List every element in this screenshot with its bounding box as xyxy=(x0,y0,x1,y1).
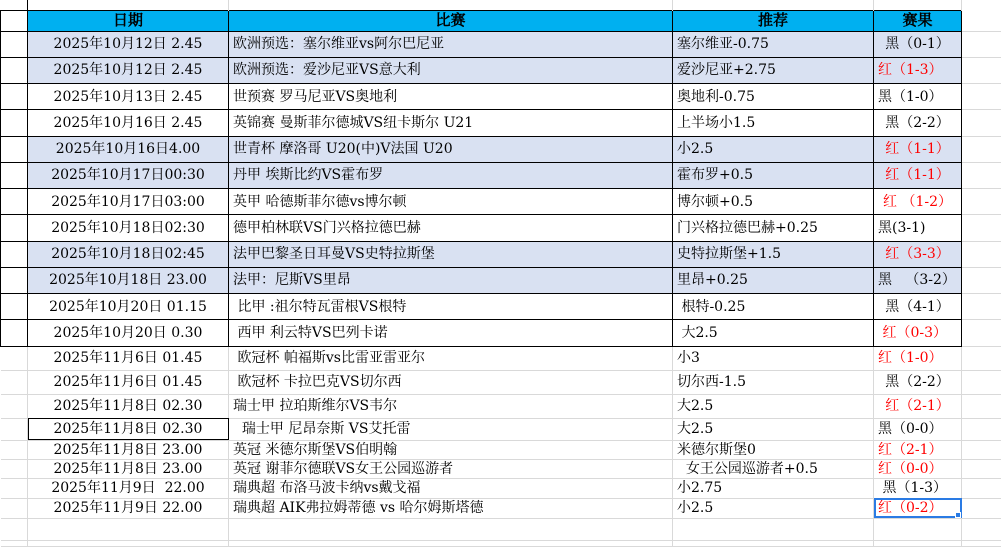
date-cell[interactable]: 2025年11月6日 01.45 xyxy=(28,370,229,394)
match-cell[interactable]: 世青杯 摩洛哥 U20(中)V法国 U20 xyxy=(229,136,673,162)
row-stub-cell[interactable] xyxy=(1,498,28,518)
pick-cell[interactable]: 大2.5 xyxy=(673,394,874,418)
date-cell[interactable]: 2025年10月18日 23.00 xyxy=(28,267,229,293)
sheet-cell[interactable] xyxy=(28,0,229,10)
table-row xyxy=(1,110,1001,136)
table-row xyxy=(1,440,1001,459)
table-row xyxy=(1,57,1001,83)
row-stub-cell[interactable] xyxy=(1,320,28,346)
pick-cell[interactable]: 门兴格拉德巴赫+0.25 xyxy=(673,215,874,241)
date-cell[interactable]: 2025年10月13日 2.45 xyxy=(28,84,229,110)
row-stub-cell[interactable] xyxy=(1,162,28,188)
result-cell[interactable]: 红（1-0） xyxy=(874,346,962,370)
match-cell[interactable]: 丹甲 埃斯比约VS霍布罗 xyxy=(229,162,673,188)
sheet-cell[interactable] xyxy=(962,57,1001,83)
sheet-cell[interactable] xyxy=(962,267,1001,293)
date-cell[interactable]: 2025年10月12日 2.45 xyxy=(28,57,229,83)
table-row xyxy=(1,418,1001,440)
col-header-pick[interactable]: 推荐 xyxy=(673,10,874,31)
table-row xyxy=(1,294,1001,320)
sheet-cell[interactable] xyxy=(962,478,1001,498)
fill-handle[interactable] xyxy=(955,512,961,518)
table-body xyxy=(1,31,1001,518)
match-cell[interactable]: 英甲 哈德斯菲尔德vs博尔顿 xyxy=(229,189,673,215)
sheet-cell[interactable] xyxy=(962,370,1001,394)
match-cell[interactable]: 欧冠杯 卡拉巴克VS切尔西 xyxy=(229,370,673,394)
table-row xyxy=(1,320,1001,346)
sheet-cell[interactable] xyxy=(962,320,1001,346)
result-cell[interactable]: 红（3-3） xyxy=(874,241,962,267)
pick-cell[interactable]: 小3 xyxy=(673,346,874,370)
match-cell[interactable]: 西甲 利云特VS巴列卡诺 xyxy=(229,320,673,346)
row-stub-cell[interactable] xyxy=(1,57,28,83)
date-cell[interactable]: 2025年10月18日02:45 xyxy=(28,241,229,267)
sheet-cell[interactable] xyxy=(962,189,1001,215)
sheet-cell[interactable] xyxy=(962,498,1001,518)
result-cell[interactable]: 黑（4-1） xyxy=(874,294,962,320)
result-cell[interactable]: 黑（2-2） xyxy=(874,370,962,394)
col-header-match[interactable]: 比赛 xyxy=(229,10,673,31)
pick-cell[interactable]: 里昂+0.25 xyxy=(673,267,874,293)
table-row xyxy=(1,84,1001,110)
sheet-cell[interactable] xyxy=(962,162,1001,188)
date-cell[interactable]: 2025年10月17日03:00 xyxy=(28,189,229,215)
table-row xyxy=(1,31,1001,57)
sheet-cell[interactable] xyxy=(874,540,962,546)
match-cell[interactable]: 英锦赛 曼斯菲尔德城VS纽卡斯尔 U21 xyxy=(229,110,673,136)
match-cell[interactable]: 世预赛 罗马尼亚VS奥地利 xyxy=(229,84,673,110)
table-row xyxy=(1,189,1001,215)
sheet-cell[interactable] xyxy=(962,241,1001,267)
table-row xyxy=(1,241,1001,267)
table-row xyxy=(1,459,1001,478)
row-stub-cell[interactable] xyxy=(1,346,28,370)
result-cell[interactable]: 红（0-3） xyxy=(874,320,962,346)
result-cell[interactable]: 红（1-3） xyxy=(874,57,962,83)
sheet-cell[interactable] xyxy=(962,84,1001,110)
date-cell[interactable]: 2025年11月8日 23.00 xyxy=(28,459,229,478)
table-row xyxy=(1,346,1001,370)
sheet-cell[interactable] xyxy=(28,518,229,540)
match-cell[interactable]: 德甲柏林联VS门兴格拉德巴赫 xyxy=(229,215,673,241)
pick-cell[interactable]: 塞尔维亚-0.75 xyxy=(673,31,874,57)
match-cell[interactable]: 比甲 :祖尔特瓦雷根VS根特 xyxy=(229,294,673,320)
result-cell[interactable]: 红（1-1） xyxy=(874,162,962,188)
sheet-cell[interactable] xyxy=(1,0,28,10)
date-cell[interactable]: 2025年10月16日4.00 xyxy=(28,136,229,162)
sheet-cell[interactable] xyxy=(874,0,962,10)
pick-cell[interactable]: 米德尔斯堡0 xyxy=(673,440,874,459)
date-cell[interactable]: 2025年10月20日 0.30 xyxy=(28,320,229,346)
pick-cell[interactable]: 小2.75 xyxy=(673,478,874,498)
date-cell[interactable]: 2025年11月9日 22.00 xyxy=(28,478,229,498)
sheet-cell[interactable] xyxy=(962,440,1001,459)
sheet-cell[interactable] xyxy=(673,0,874,10)
date-cell[interactable]: 2025年11月8日 23.00 xyxy=(28,440,229,459)
result-cell[interactable]: 黑（2-2） xyxy=(874,110,962,136)
clipped-bottom-row xyxy=(1,540,1001,546)
pick-cell[interactable]: 切尔西-1.5 xyxy=(673,370,874,394)
row-stub-cell[interactable] xyxy=(1,294,28,320)
sheet-cell[interactable] xyxy=(28,540,229,546)
sheet-cell[interactable] xyxy=(874,518,962,540)
pick-cell[interactable]: 大2.5 xyxy=(673,418,874,440)
sheet-cell[interactable] xyxy=(1,518,28,540)
date-cell[interactable]: 2025年11月6日 01.45 xyxy=(28,346,229,370)
pick-cell[interactable]: 上半场小1.5 xyxy=(673,110,874,136)
row-stub-cell[interactable] xyxy=(1,394,28,418)
result-cell[interactable]: 黑(3-1) xyxy=(874,215,962,241)
match-cell[interactable]: 欧洲预选：爱沙尼亚VS意大利 xyxy=(229,57,673,83)
sheet-cell[interactable] xyxy=(962,346,1001,370)
row-stub-cell[interactable] xyxy=(1,189,28,215)
pick-cell[interactable]: 爱沙尼亚+2.75 xyxy=(673,57,874,83)
row-stub-cell[interactable] xyxy=(1,459,28,478)
pick-cell[interactable]: 大2.5 xyxy=(673,320,874,346)
col-header-result[interactable]: 赛果 xyxy=(874,10,962,31)
sheet-cell[interactable] xyxy=(673,518,874,540)
table-row xyxy=(1,267,1001,293)
match-cell[interactable]: 欧洲预选：塞尔维亚vs阿尔巴尼亚 xyxy=(229,31,673,57)
sheet-cell[interactable] xyxy=(962,418,1001,440)
header-row xyxy=(1,10,1001,31)
pick-cell[interactable]: 小2.5 xyxy=(673,498,874,518)
row-stub-cell[interactable] xyxy=(1,241,28,267)
row-stub-cell[interactable] xyxy=(1,418,28,440)
table-row xyxy=(1,136,1001,162)
result-cell[interactable]: 红 （1-2） xyxy=(874,189,962,215)
match-cell[interactable]: 英冠 谢菲尔德联VS女王公园巡游者 xyxy=(229,459,673,478)
date-cell[interactable]: 2025年10月12日 2.45 xyxy=(28,31,229,57)
pick-cell[interactable]: 博尔顿+0.5 xyxy=(673,189,874,215)
clipped-top-row xyxy=(1,0,1001,10)
sheet-cell[interactable] xyxy=(229,540,673,546)
result-cell[interactable]: 黑 （3-2） xyxy=(874,267,962,293)
sheet-cell[interactable] xyxy=(962,31,1001,57)
table-row xyxy=(1,370,1001,394)
pick-cell[interactable]: 史特拉斯堡+1.5 xyxy=(673,241,874,267)
sheet-cell[interactable] xyxy=(962,394,1001,418)
result-cell[interactable]: 黑（1-3） xyxy=(874,478,962,498)
match-cell[interactable]: 瑞典超 AIK弗拉姆蒂德 vs 哈尔姆斯塔德 xyxy=(229,498,673,518)
date-cell[interactable]: 2025年10月16日 2.45 xyxy=(28,110,229,136)
result-cell[interactable]: 红（1-1） xyxy=(874,136,962,162)
match-cell[interactable]: 欧冠杯 帕福斯vs比雷亚雷亚尔 xyxy=(229,346,673,370)
row-stub-cell[interactable] xyxy=(1,84,28,110)
table-row xyxy=(1,478,1001,498)
header-corner-cell[interactable] xyxy=(1,10,28,31)
empty-row xyxy=(1,518,1001,540)
row-stub-cell[interactable] xyxy=(1,267,28,293)
sheet-cell[interactable] xyxy=(229,518,673,540)
row-stub-cell[interactable] xyxy=(1,440,28,459)
row-stub-cell[interactable] xyxy=(1,31,28,57)
match-cell[interactable]: 法甲巴黎圣日耳曼VS史特拉斯堡 xyxy=(229,241,673,267)
pick-cell[interactable]: 女王公园巡游者+0.5 xyxy=(673,459,874,478)
table-row xyxy=(1,394,1001,418)
row-stub-cell[interactable] xyxy=(1,215,28,241)
date-cell[interactable]: 2025年11月9日 22.00 xyxy=(28,498,229,518)
match-cell[interactable]: 法甲：尼斯VS里昂 xyxy=(229,267,673,293)
match-cell[interactable]: 瑞典超 布洛马波卡纳vs戴戈福 xyxy=(229,478,673,498)
date-cell[interactable]: 2025年10月20日 01.15 xyxy=(28,294,229,320)
date-cell[interactable]: 2025年10月18日02:30 xyxy=(28,215,229,241)
date-cell[interactable]: 2025年11月8日 02.30 xyxy=(28,418,229,440)
row-stub-cell[interactable] xyxy=(1,370,28,394)
match-cell[interactable]: 瑞士甲 拉珀斯维尔VS韦尔 xyxy=(229,394,673,418)
sheet-cell[interactable] xyxy=(962,215,1001,241)
col-header-date[interactable]: 日期 xyxy=(28,10,229,31)
result-cell[interactable]: 黑（0-1） xyxy=(874,31,962,57)
result-cell[interactable]: 黑（0-0） xyxy=(874,418,962,440)
match-cell[interactable]: 英冠 米德尔斯堡VS伯明翰 xyxy=(229,440,673,459)
result-cell[interactable]: 红（2-1） xyxy=(874,394,962,418)
sheet-cell[interactable] xyxy=(962,540,1001,546)
result-cell[interactable]: 黑（1-0） xyxy=(874,84,962,110)
sheet-cell[interactable] xyxy=(962,294,1001,320)
sheet-cell[interactable] xyxy=(962,10,1001,31)
pick-cell[interactable]: 小2.5 xyxy=(673,136,874,162)
sheet-cell[interactable] xyxy=(962,459,1001,478)
sheet-cell[interactable] xyxy=(962,110,1001,136)
sheet-cell[interactable] xyxy=(229,0,673,10)
date-cell[interactable]: 2025年10月17日00:30 xyxy=(28,162,229,188)
row-stub-cell[interactable] xyxy=(1,478,28,498)
table-row xyxy=(1,215,1001,241)
selected-result-cell[interactable]: 红（0-2） xyxy=(874,498,962,518)
pick-cell[interactable]: 霍布罗+0.5 xyxy=(673,162,874,188)
sheet-cell[interactable] xyxy=(673,540,874,546)
sheet-cell[interactable] xyxy=(962,518,1001,540)
table-row xyxy=(1,162,1001,188)
row-stub-cell[interactable] xyxy=(1,110,28,136)
pick-cell[interactable]: 根特-0.25 xyxy=(673,294,874,320)
date-cell[interactable]: 2025年11月8日 02.30 xyxy=(28,394,229,418)
row-stub-cell[interactable] xyxy=(1,136,28,162)
result-cell[interactable]: 红（2-1） xyxy=(874,440,962,459)
match-cell[interactable]: 瑞士甲 尼昂奈斯 VS艾托雷 xyxy=(229,418,673,440)
sheet-cell[interactable] xyxy=(1,540,28,546)
result-cell[interactable]: 红（0-0） xyxy=(874,459,962,478)
sheet-cell[interactable] xyxy=(962,0,1001,10)
table-row xyxy=(1,498,1001,518)
pick-cell[interactable]: 奥地利-0.75 xyxy=(673,84,874,110)
sheet-cell[interactable] xyxy=(962,136,1001,162)
